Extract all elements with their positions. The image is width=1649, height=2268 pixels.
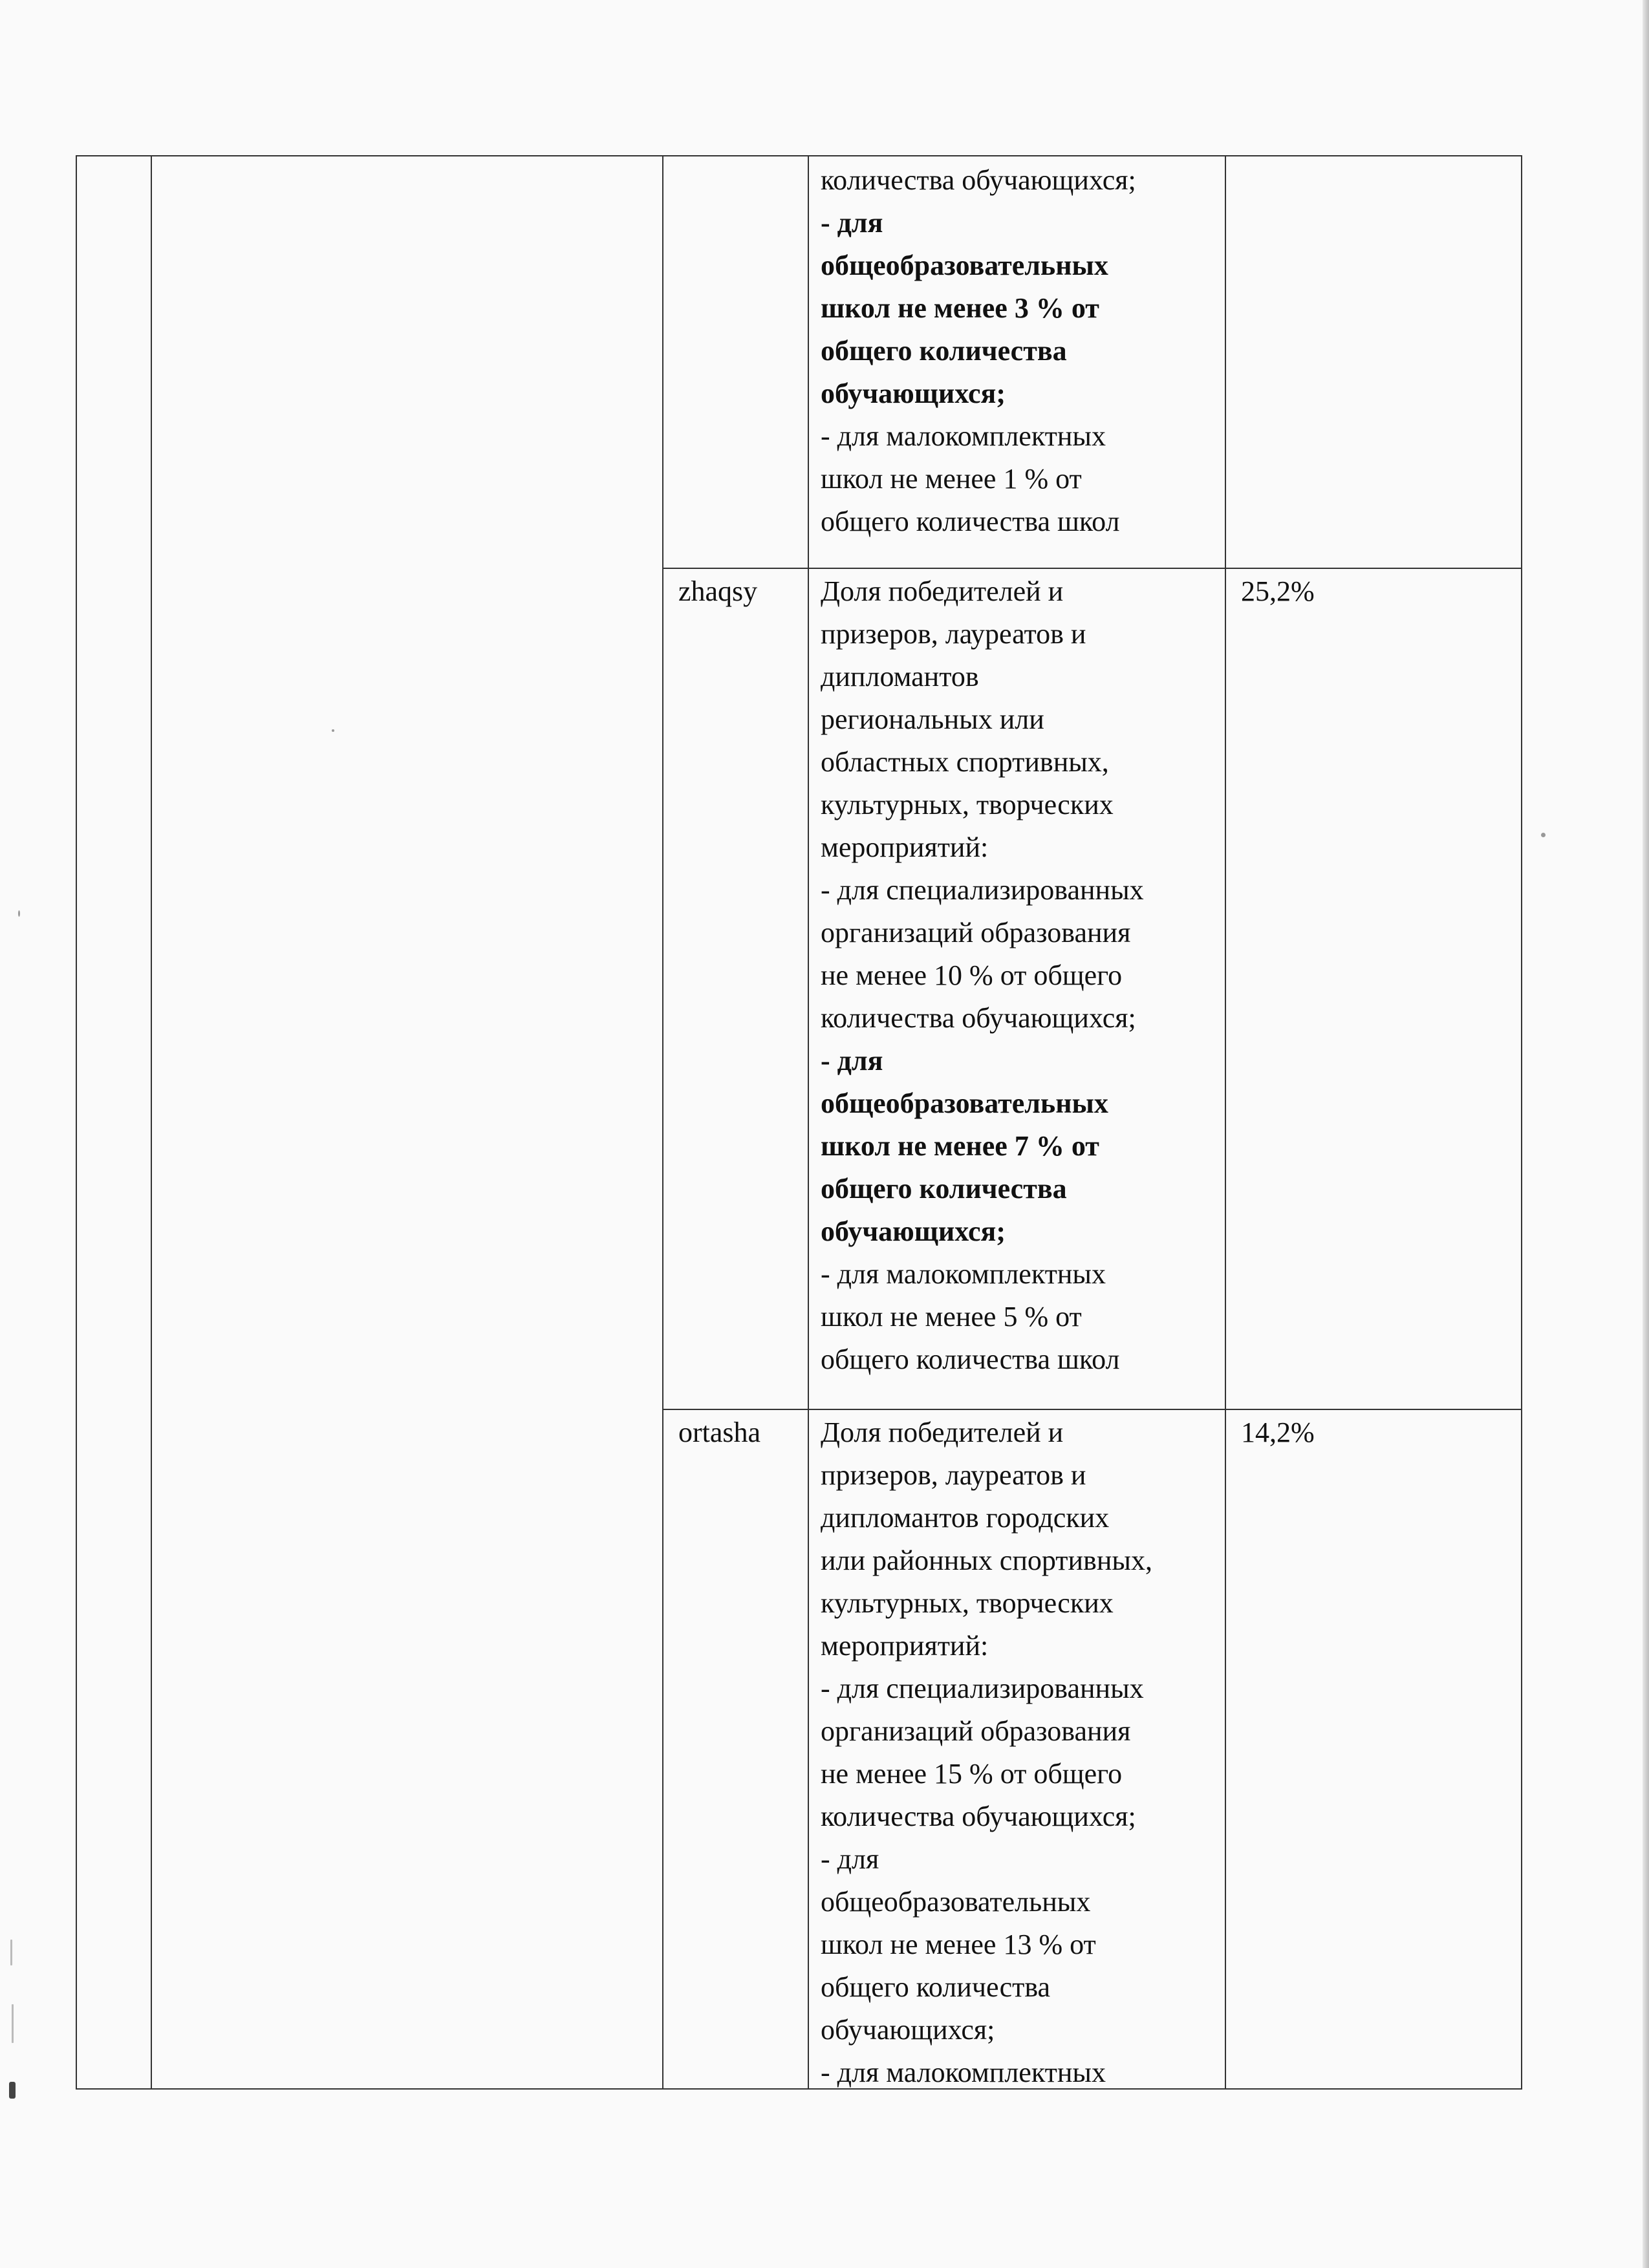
indicator-line: общего количества школ <box>821 506 1120 537</box>
indicator-line: организаций образования <box>821 1715 1131 1747</box>
indicator-line: мероприятий: <box>821 831 989 863</box>
indicator-line: школ не менее 1 % от <box>821 463 1082 495</box>
indicator-line: общеобразовательных <box>821 1087 1108 1119</box>
indicator-line: - для специализированных <box>821 874 1144 906</box>
indicator-line: организаций образования <box>821 917 1131 948</box>
level-cell-row-2: zhaqsy <box>678 575 758 607</box>
indicator-line: дипломантов <box>821 661 979 692</box>
indicator-line: - для малокомплектных <box>821 420 1106 452</box>
indicator-line: или районных спортивных, <box>821 1545 1152 1576</box>
row-divider-2 <box>662 1409 1522 1410</box>
indicator-line: обучающихся; <box>821 378 1006 409</box>
indicator-line: школ не менее 7 % от <box>821 1130 1099 1162</box>
indicator-line: Доля победителей и <box>821 575 1064 607</box>
indicator-line: - для <box>821 207 883 239</box>
scan-speck <box>18 910 20 917</box>
column-divider-3 <box>808 156 809 2088</box>
indicator-line: культурных, творческих <box>821 1587 1114 1619</box>
value-cell-row-3: 14,2% <box>1241 1417 1315 1448</box>
indicator-line: Доля победителей и <box>821 1417 1064 1448</box>
indicator-line: школ не менее 13 % от <box>821 1929 1096 1960</box>
scan-speck <box>1541 833 1546 837</box>
indicator-line: школ не менее 5 % от <box>821 1301 1082 1332</box>
indicator-line: обучающихся; <box>821 1215 1006 1247</box>
row-divider-1 <box>662 568 1522 569</box>
column-divider-4 <box>1225 156 1226 2088</box>
indicator-line: мероприятий: <box>821 1630 989 1662</box>
scan-speck <box>9 2082 16 2099</box>
scan-speck <box>12 2004 14 2043</box>
indicator-cell-row-1 <box>821 159 1136 543</box>
indicator-line: не менее 15 % от общего <box>821 1758 1123 1790</box>
indicator-line: общего количества <box>821 1173 1067 1204</box>
indicator-line: общего количества <box>821 1971 1051 2003</box>
indicator-line: призеров, лауреатов и <box>821 618 1086 650</box>
value-cell-row-2: 25,2% <box>1241 575 1315 607</box>
indicator-line: общеобразовательных <box>821 250 1108 281</box>
indicator-line: школ не менее 3 % от <box>821 292 1099 324</box>
indicator-cell-row-2 <box>821 570 1144 1381</box>
indicator-line: дипломантов городских <box>821 1502 1110 1534</box>
scan-edge-shadow <box>1643 0 1649 2268</box>
indicator-line: количества обучающихся; <box>821 164 1136 196</box>
indicator-line: областных спортивных, <box>821 746 1109 778</box>
level-cell-row-3: ortasha <box>678 1417 761 1448</box>
scan-speck <box>332 729 334 732</box>
indicator-table <box>76 155 1522 2090</box>
column-divider-1 <box>151 156 152 2088</box>
indicator-line: обучающихся; <box>821 2014 995 2046</box>
indicator-line: количества обучающихся; <box>821 1002 1136 1034</box>
indicator-line: общеобразовательных <box>821 1886 1091 1918</box>
indicator-line: не менее 10 % от общего <box>821 959 1123 991</box>
indicator-line: культурных, творческих <box>821 789 1114 820</box>
indicator-line: общего количества <box>821 335 1067 367</box>
scan-speck <box>10 1940 12 1965</box>
indicator-line: - для малокомплектных <box>821 1258 1106 1290</box>
indicator-line: количества обучающихся; <box>821 1801 1136 1832</box>
indicator-line: общего количества школ <box>821 1343 1120 1375</box>
column-divider-2 <box>662 156 663 2088</box>
indicator-line: - для <box>821 1045 883 1076</box>
indicator-line: - для <box>821 1843 879 1875</box>
indicator-cell-row-3 <box>821 1411 1152 2094</box>
indicator-line: региональных или <box>821 703 1044 735</box>
indicator-line: призеров, лауреатов и <box>821 1459 1086 1491</box>
indicator-line: - для специализированных <box>821 1673 1144 1704</box>
indicator-line: - для малокомплектных <box>821 2057 1106 2088</box>
